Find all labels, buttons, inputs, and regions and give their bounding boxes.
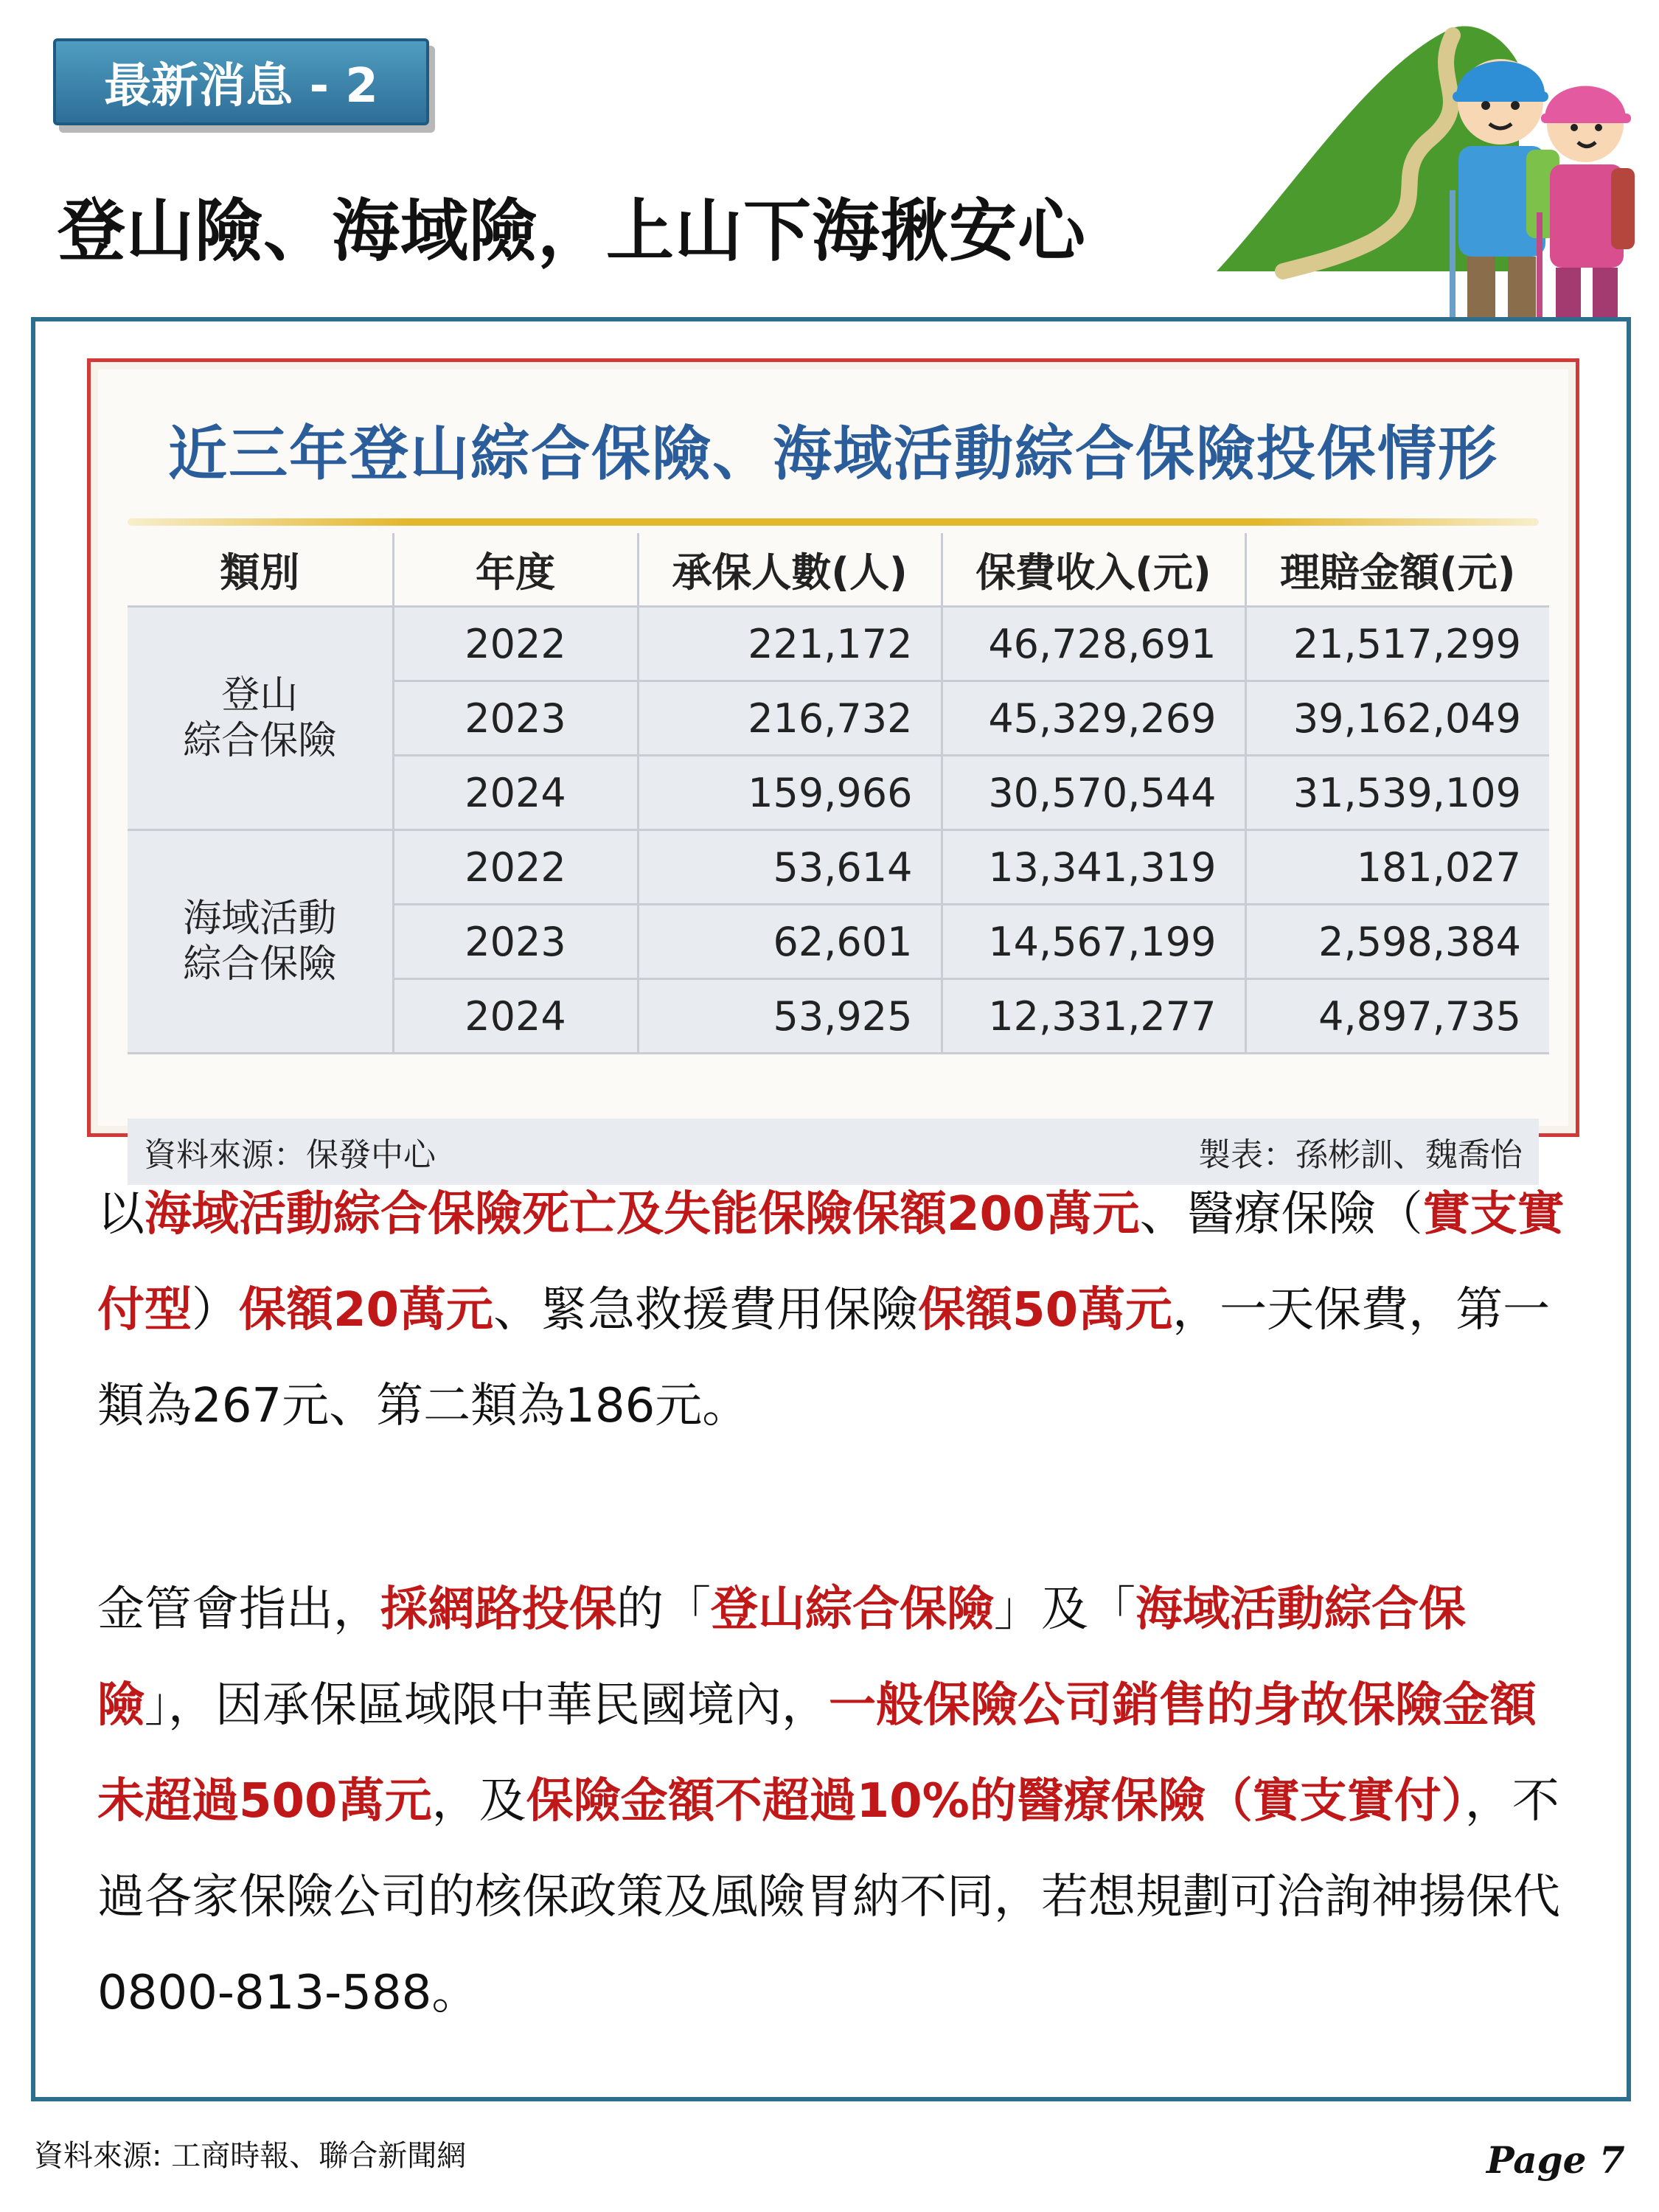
insured-cell: 62,601 [638,905,942,979]
highlight-text: 一般保險公司銷售的身故保險金額未超過500萬元 [97,1678,1537,1829]
text-span: 的「 [616,1582,711,1637]
hiker-woman [1540,86,1635,330]
year-cell: 2023 [393,905,638,979]
premium-cell: 14,567,199 [942,905,1245,979]
premium-cell: 46,728,691 [942,607,1245,681]
claims-cell: 4,897,735 [1245,979,1549,1054]
table-header-row [128,533,1549,607]
insured-cell: 159,966 [638,756,942,830]
text-span: ） [192,1283,239,1338]
column-header: 年度 [393,533,638,607]
highlight-text: 實支實付型 [97,1187,1565,1338]
paragraph-premium-details [97,1166,1565,1454]
paragraph-regulator-note [97,1562,1565,2041]
column-header: 承保人數(人) [638,533,942,607]
footer-source: 資料來源: 工商時報、聯合新聞網 [34,2139,467,2173]
highlight-text: 保額20萬元 [239,1283,494,1338]
category-label: 登山 [221,672,299,717]
section-tag: 最新消息 - 2 [53,38,429,125]
table-row [128,607,1549,681]
claims-cell: 39,162,049 [1245,681,1549,756]
premium-cell: 12,331,277 [942,979,1245,1054]
text-span: 」，因承保區域限中華民國境內， [145,1678,829,1733]
highlight-text: 保險金額不超過10%的醫療保險（實支實付） [526,1774,1465,1829]
hikers-couple-mountain-icon [1209,21,1637,330]
text-span: 」及「 [994,1582,1135,1637]
hiker-man [1453,59,1559,330]
table-credit: 製表：孫彬訓、魏喬怡 [1198,1136,1523,1174]
highlight-text: 登山綜合保險 [711,1582,994,1637]
column-header: 保費收入(元) [942,533,1245,607]
category-label: 綜合保險 [183,719,337,763]
insured-cell: 53,925 [638,979,942,1054]
page-number: Page 7 [1486,2138,1625,2182]
premium-cell: 13,341,319 [942,830,1245,905]
year-cell: 2024 [393,756,638,830]
year-cell: 2024 [393,979,638,1054]
text-span: 、緊急救援費用保險 [493,1283,919,1338]
highlight-text: 保額50萬元 [918,1283,1173,1338]
table-title: 近三年登山綜合保險、海域活動綜合保險投保情形 [168,420,1498,488]
column-header: 理賠金額(元) [1245,533,1549,607]
news-table-figure [87,358,1579,1174]
category-cell-mountain [128,607,393,830]
text-span: ，及 [431,1774,526,1829]
text-span: 以 [97,1187,145,1242]
highlight-text: 海域活動綜合保險死亡及失能保險保額200萬元 [145,1187,1140,1242]
category-label: 綜合保險 [183,942,337,987]
category-label: 海域活動 [183,896,337,941]
insured-cell: 53,614 [638,830,942,905]
column-header: 類別 [128,533,393,607]
claims-cell: 181,027 [1245,830,1549,905]
premium-cell: 30,570,544 [942,756,1245,830]
title-divider [128,518,1539,526]
text-span: 金管會指出， [97,1582,380,1637]
year-cell: 2022 [393,607,638,681]
table-source: 資料來源：保發中心 [144,1136,436,1174]
year-cell: 2022 [393,830,638,905]
insurance-stats-table [128,533,1549,1054]
claims-cell: 31,539,109 [1245,756,1549,830]
table-row [128,830,1549,905]
claims-cell: 21,517,299 [1245,607,1549,681]
insured-cell: 221,172 [638,607,942,681]
text-span: ，一天保費，第一類為267元、第二類為186元。 [97,1283,1551,1433]
claims-cell: 2,598,384 [1245,905,1549,979]
category-cell-marine [128,830,393,1054]
highlight-text: 海域活動綜合保險 [97,1582,1466,1733]
text-span: 、醫療保險（ [1139,1187,1423,1242]
highlight-text: 採網路投保 [380,1582,616,1637]
insured-cell: 216,732 [638,681,942,756]
year-cell: 2023 [393,681,638,756]
page-title: 登山險、海域險，上山下海揪安心 [58,192,1087,271]
premium-cell: 45,329,269 [942,681,1245,756]
text-span: ，不過各家保險公司的核保政策及風險胃納不同，若想規劃可洽詢神揚保代 0800-813-588。 [97,1774,1560,2020]
